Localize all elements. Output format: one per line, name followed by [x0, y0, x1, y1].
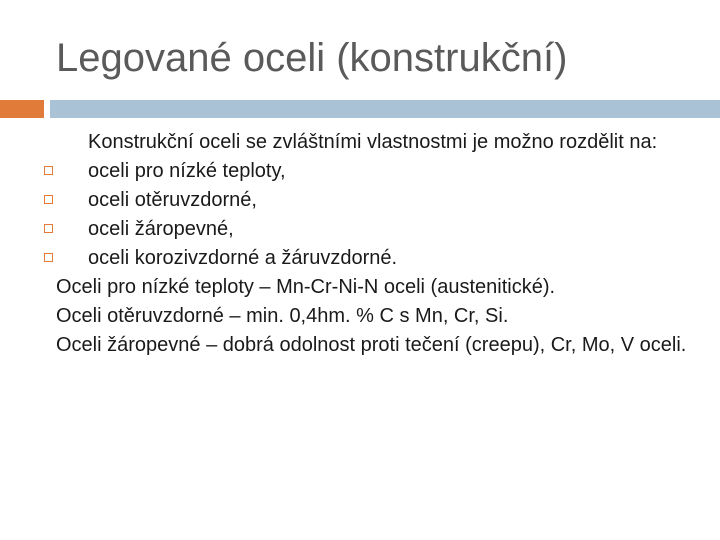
title-divider-bar — [50, 100, 720, 118]
bullet-text: oceli otěruvzdorné, — [88, 189, 257, 211]
paragraph: Oceli otěruvzdorné – min. 0,4hm. % C s Mn, Cr, Si. — [56, 305, 509, 327]
slide-title: Legované oceli (konstrukční) — [56, 36, 568, 80]
square-bullet-icon — [44, 195, 53, 204]
square-bullet-icon — [44, 224, 53, 233]
square-bullet-icon — [44, 166, 53, 175]
square-bullet-icon — [44, 253, 53, 262]
bullet-item — [56, 244, 696, 273]
title-accent-bar — [0, 100, 44, 118]
paragraph: Oceli pro nízké teploty – Mn-Cr-Ni-N oceli (austenitické). — [56, 276, 556, 298]
bullet-text: oceli pro nízké teploty, — [88, 160, 286, 182]
bullet-item — [56, 215, 696, 244]
bullet-item — [56, 157, 696, 186]
bullet-text: oceli korozivzdorné a žáruvzdorné. — [88, 247, 398, 269]
bullet-text: oceli žáropevné, — [88, 218, 234, 240]
bullet-item — [56, 186, 696, 215]
paragraph: Oceli žáropevné – dobrá odolnost proti tečení (creepu), Cr, Mo, V oceli. — [56, 334, 687, 356]
intro-text: Konstrukční oceli se zvláštními vlastnostmi je možno rozdělit na: — [88, 131, 658, 153]
slide-body — [56, 128, 696, 360]
